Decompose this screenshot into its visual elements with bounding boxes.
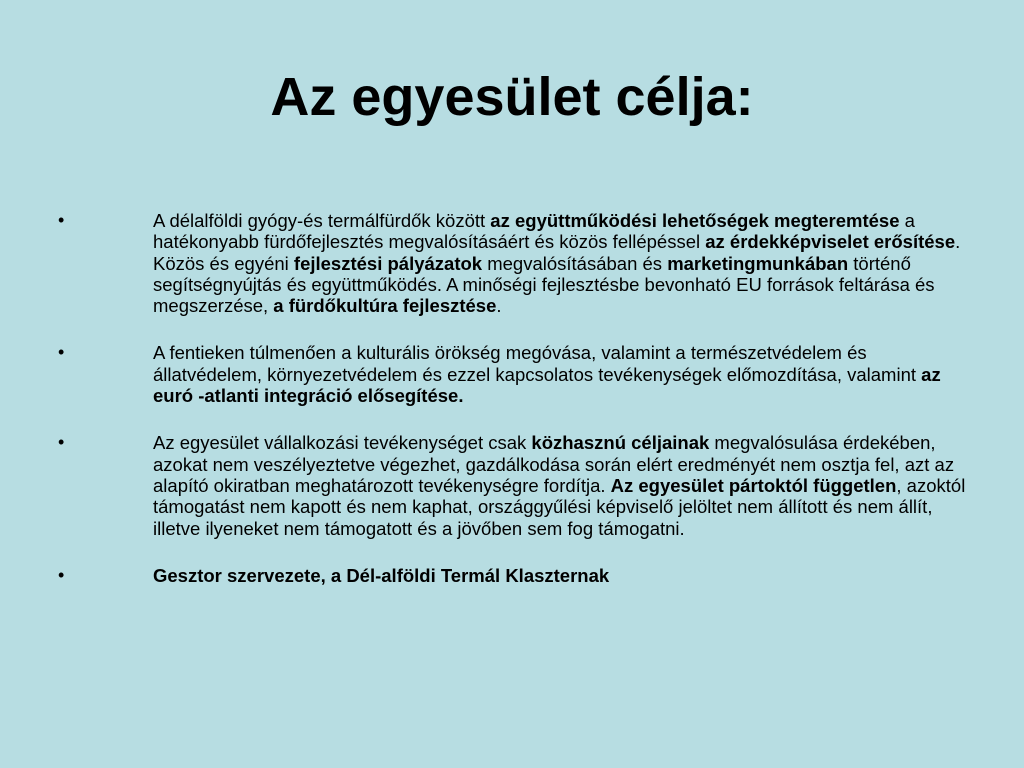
bold-text-segment: közhasznú céljainak [531,432,710,454]
bold-text-segment: Az egyesület pártoktól független [610,474,897,496]
bullet-dot-icon: • [58,210,65,230]
text-segment: történő segítségnyújtás és együttműködés. A minőségi fejlesztésbe bevonható EU források feltárása és megszerzése, [153,252,935,317]
bold-text-segment: Gesztor szervezete, a Dél-alföldi Termál Klaszternak [153,564,610,586]
bold-text-segment: az együttműködési lehetőségek megteremtése [490,210,900,231]
bullet-text [153,432,968,538]
bullet-dot-icon: • [58,342,65,363]
bullet-dot-icon: • [58,432,65,453]
text-segment: megvalósításában és [482,252,668,274]
text-segment: a hatékonyabb fürdőfejlesztés megvalósításáért és közös fellépéssel [153,210,915,253]
bold-text-segment: a fürdőkultúra fejlesztése [273,295,497,317]
bullet-item [0,432,1024,538]
bold-text-segment: marketingmunkában [667,252,849,274]
text-segment: . [496,295,502,317]
bullet-item [0,342,1024,406]
text-segment: megvalósulása érdekében, azokat nem veszélyeztetve végezhet, gazdálkodása során elért eredményét nem osztja fel, azt az alapító okiratban meghatározott tevékenységre fordítja. [153,432,955,496]
bullet-list [0,210,1024,612]
bold-text-segment: az érdekképviselet erősítése [705,231,956,253]
bold-text-segment: fejlesztési pályázatok [293,252,483,274]
text-segment: Az egyesület vállalkozási tevékenységet csak [153,432,532,454]
bullet-item [0,210,1024,316]
bullet-text [153,342,968,406]
bullet-text [153,210,968,316]
bold-text-segment: az euró -atlanti integráció elősegítése. [153,363,941,407]
bullet-dot-icon: • [58,564,65,585]
text-segment: A fentieken túlmenően a kulturális örökség megóvása, valamint a természetvédelem és állatvédelem, környezetvédelem és ezzel kapcsolatos tevékenységek előmozdítása, valamint [153,342,922,385]
text-segment: . Közös és egyéni [153,231,961,274]
bullet-item [0,565,1024,586]
bullet-text [153,565,968,586]
slide-title: Az egyesület célja: [270,67,754,127]
text-segment: A délalföldi gyógy-és termálfürdők között [153,210,491,231]
text-segment: , azoktól támogatást nem kapott és nem kaphat, országgyűlési képviselő jelöltet nem állított és nem állít, illetve ilyeneket nem támogatott és a jövőben sem fog támogatni. [153,474,966,539]
